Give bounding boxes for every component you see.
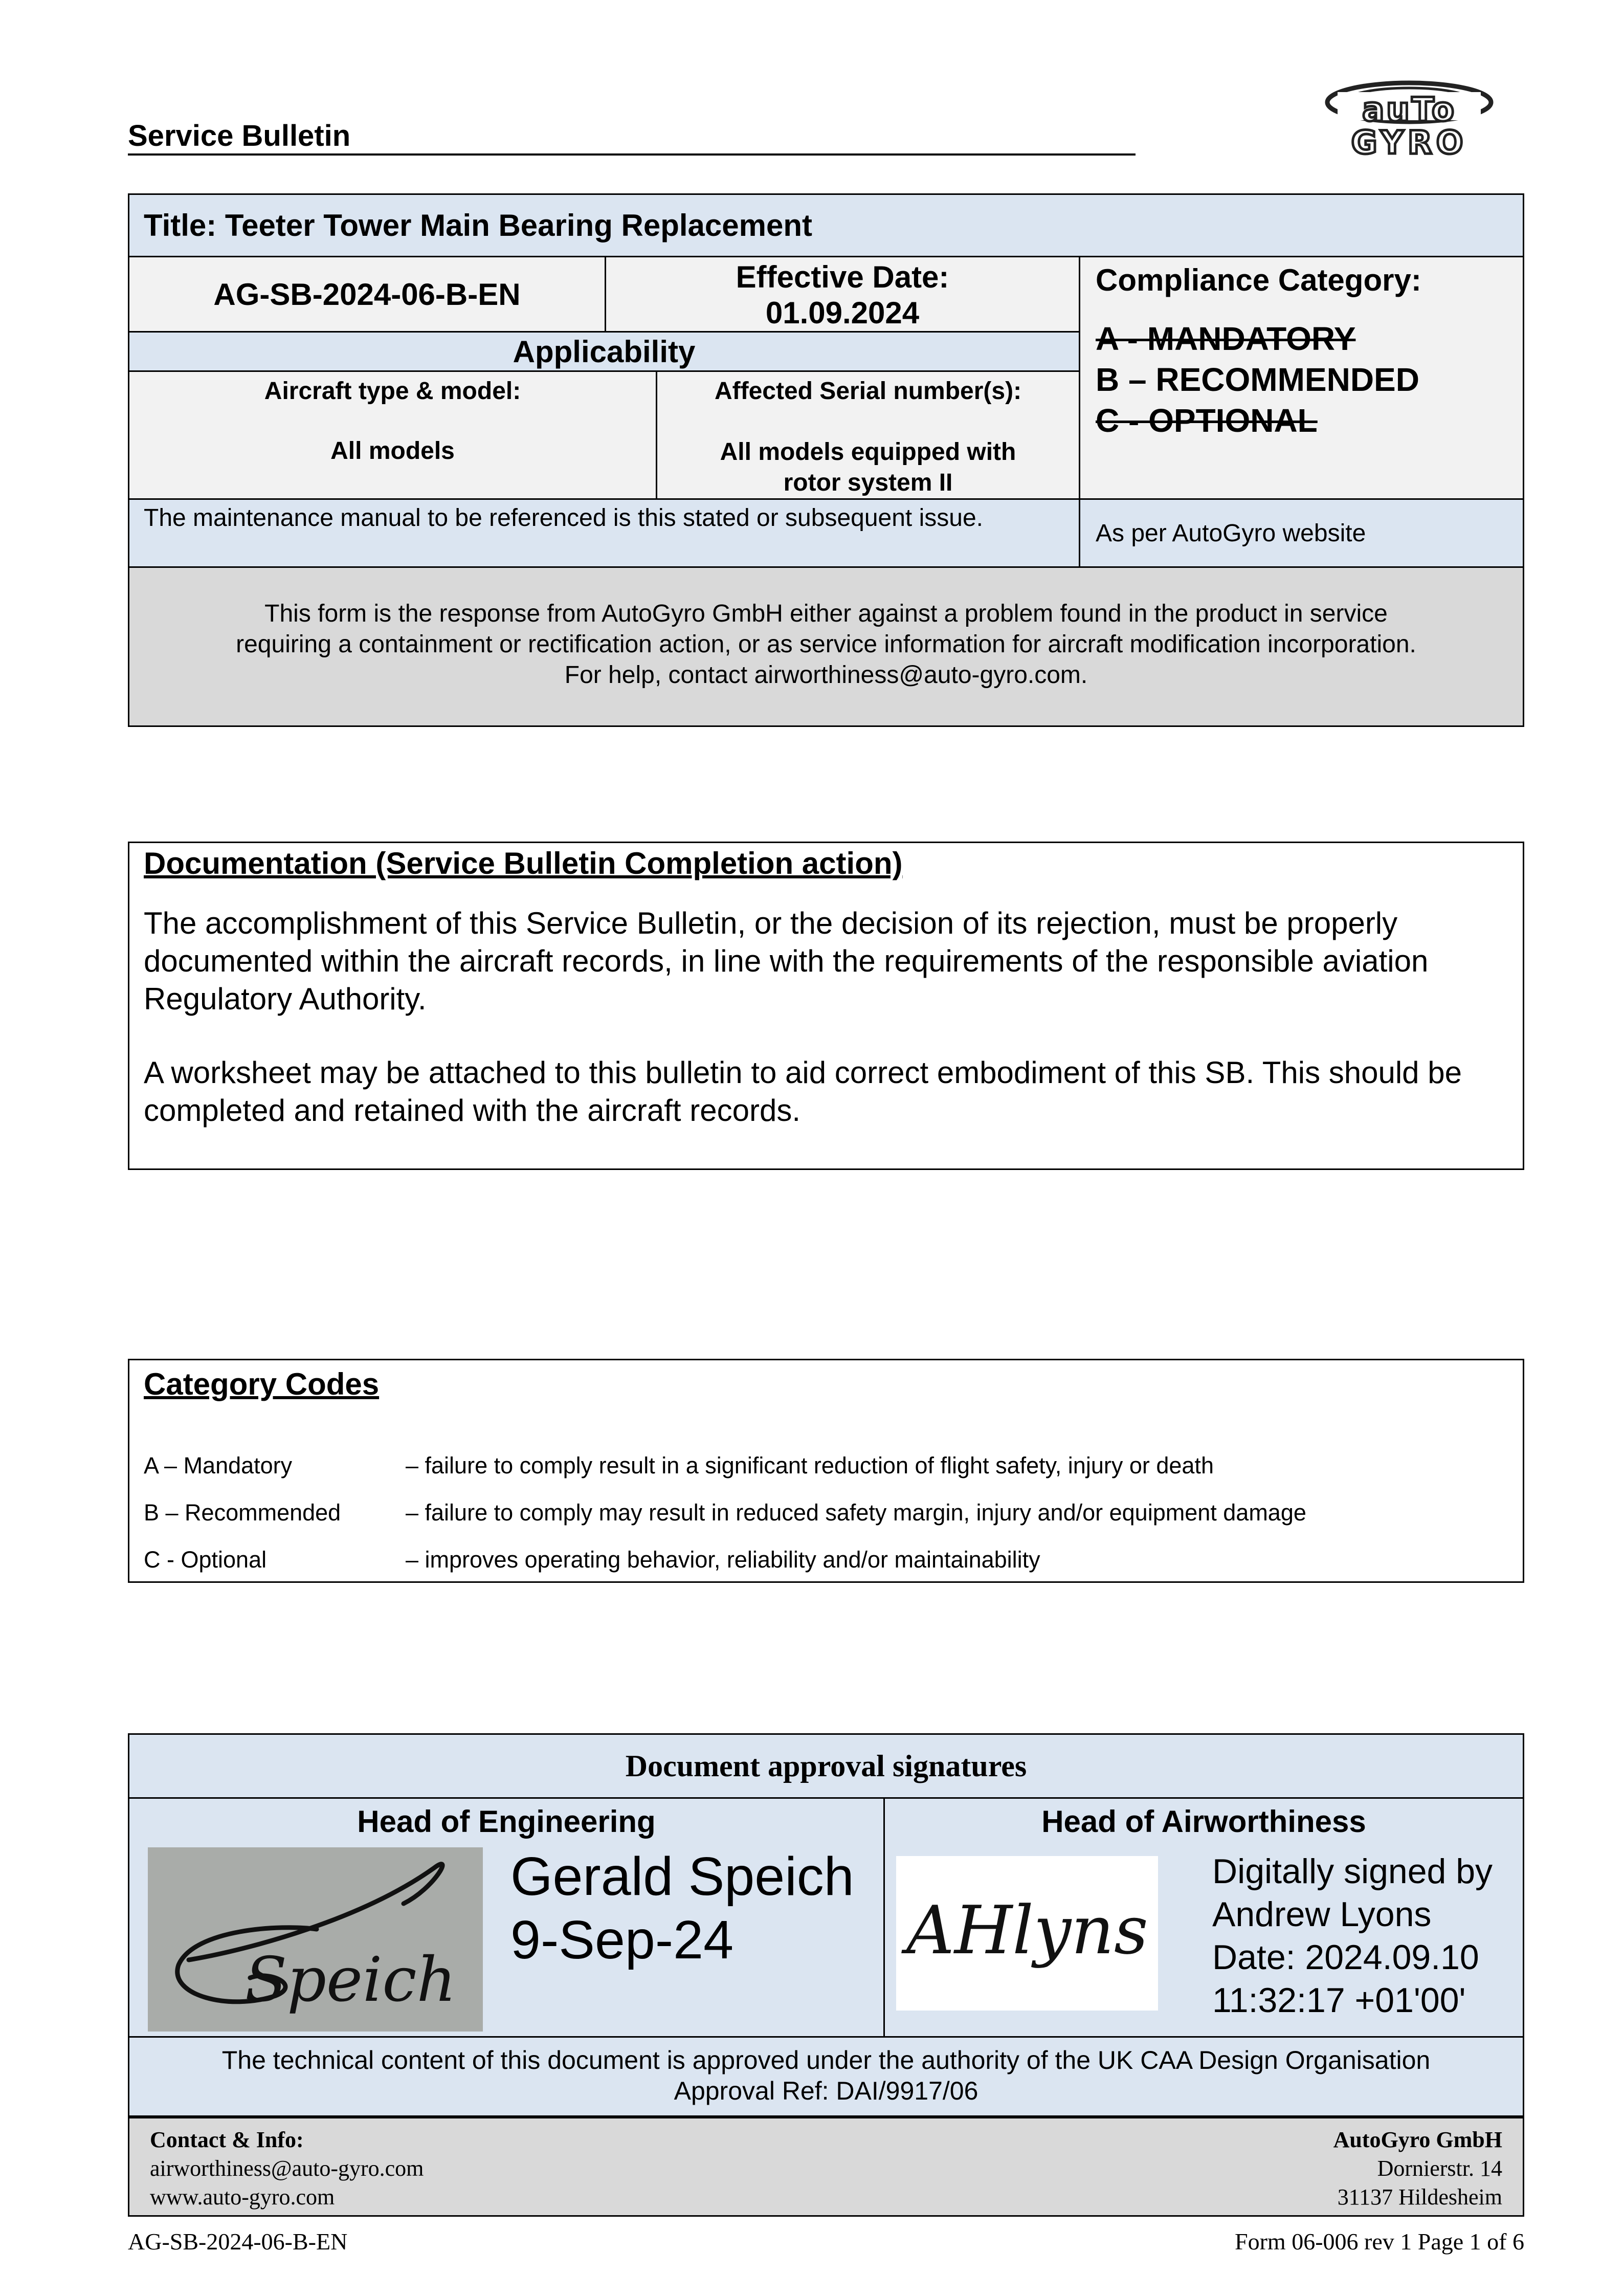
approval-authority-line-2: Approval Ref: DAI/9917/06 [674,2077,978,2105]
aircraft-type-value: All models [330,437,455,465]
serial-number-value-1: All models equipped with [720,438,1016,466]
category-desc-c: – improves operating behavior, reliability and/or maintainability [406,1547,1040,1573]
digital-signature-line-1: Digitally signed by [1212,1852,1493,1891]
bulletin-number-cell [128,256,606,333]
company-street: Dornierstr. 14 [1377,2156,1502,2181]
approval-authority-line-1: The technical content of this document is approved under the authority of the UK CAA Design Organisation [221,2046,1431,2074]
documentation-box [128,842,1524,1170]
approval-heading-cell [128,1733,1524,1799]
engineering-signature-image [148,1847,483,2032]
aircraft-type-cell [128,370,657,500]
contact-email[interactable]: airworthiness@auto-gyro.com [150,2156,424,2181]
effective-date-value: 01.09.2024 [765,296,920,330]
form-note-line-3: For help, contact airworthiness@auto-gyro.com. [564,661,1088,689]
category-codes-box [128,1359,1524,1583]
head-of-airworthiness-label: Head of Airworthiness [1041,1804,1366,1839]
digital-signature-line-2: Andrew Lyons [1212,1895,1432,1934]
logo-text-bottom: GYRO [1351,124,1467,159]
logo-text-top: auTo [1362,91,1456,129]
compliance-category-cell [1079,256,1524,500]
applicability-cell [128,331,1080,372]
effective-date-label: Effective Date: [736,260,949,294]
form-note-line-1: This form is the response from AutoGyro GmbH either against a problem found in the product in service [264,600,1388,627]
serial-number-label: Affected Serial number(s): [714,378,1022,405]
applicability-label: Applicability [513,334,696,369]
approval-heading: Document approval signatures [625,1749,1027,1783]
company-name: AutoGyro GmbH [1333,2127,1502,2152]
airworthiness-signature-cell [883,1797,1524,2038]
maintenance-manual-note-cell [128,498,1080,568]
manual-reference: As per AutoGyro website [1096,519,1366,547]
engineering-signature-cell [128,1797,885,2038]
airworthiness-signature-text: AHlyns [906,1891,1148,1969]
engineering-signer-name: Gerald Speich [510,1846,854,1907]
bulletin-title-cell [128,193,1524,257]
bulletin-number: AG-SB-2024-06-B-EN [213,277,521,312]
head-of-engineering-label: Head of Engineering [357,1804,656,1839]
category-b-recommended: B – RECOMMENDED [1096,361,1419,398]
digital-signature-line-3: Date: 2024.09.10 [1212,1938,1479,1977]
digital-signature-line-4: 11:32:17 +01'00' [1212,1981,1466,2020]
engineering-signature-text: Speich [245,1945,456,2016]
page-header-title: Service Bulletin [128,119,1136,156]
approval-authority-cell [128,2036,1524,2117]
aircraft-type-label: Aircraft type & model: [264,378,521,405]
documentation-heading: Documentation (Service Bulletin Completion action) [144,846,903,880]
compliance-category-label: Compliance Category: [1096,263,1421,297]
engineering-signed-date: 9-Sep-24 [510,1910,734,1970]
autogyro-logo [1322,77,1496,159]
contact-website[interactable]: www.auto-gyro.com [150,2184,335,2210]
company-city: 31137 Hildesheim [1337,2184,1502,2210]
footer-form-page-info: Form 06-006 rev 1 Page 1 of 6 [1235,2228,1524,2255]
footer-contact-box [128,2115,1524,2217]
category-codes-heading: Category Codes [144,1367,380,1401]
maintenance-manual-note: The maintenance manual to be referenced is this stated or subsequent issue. [144,504,983,532]
category-desc-a: – failure to comply result in a significant reduction of flight safety, injury or death [406,1452,1214,1478]
category-code-b: B – Recommended [144,1499,341,1526]
category-code-c: C - Optional [144,1547,267,1573]
documentation-paragraph-1: The accomplishment of this Service Bulletin, or the decision of its rejection, must be properly documented within the aircraft records, in line with the requirements of the responsible aviation Regulatory Authority. [144,906,1429,1016]
form-note-line-2: requiring a containment or rectification action, or as service information for aircraft modification incorporation. [236,631,1416,658]
category-c-optional-struck: C - OPTIONAL [1096,402,1318,439]
footer-document-id: AG-SB-2024-06-B-EN [128,2228,348,2255]
documentation-paragraph-2: A worksheet may be attached to this bulletin to aid correct embodiment of this SB. This should be completed and retained with the aircraft records. [144,1055,1462,1128]
form-note-cell [128,566,1524,727]
category-code-a: A – Mandatory [144,1452,293,1478]
airworthiness-signature-image [896,1856,1158,2011]
effective-date-cell [605,256,1080,333]
contact-label: Contact & Info: [150,2127,304,2152]
category-a-mandatory-struck: A - MANDATORY [1096,320,1356,357]
manual-reference-cell [1079,498,1524,568]
serial-number-cell [656,370,1080,500]
bulletin-title: Title: Teeter Tower Main Bearing Replacement [144,208,812,242]
category-desc-b: – failure to comply may result in reduced safety margin, injury and/or equipment damage [406,1499,1306,1526]
serial-number-value-2: rotor system II [783,469,953,496]
